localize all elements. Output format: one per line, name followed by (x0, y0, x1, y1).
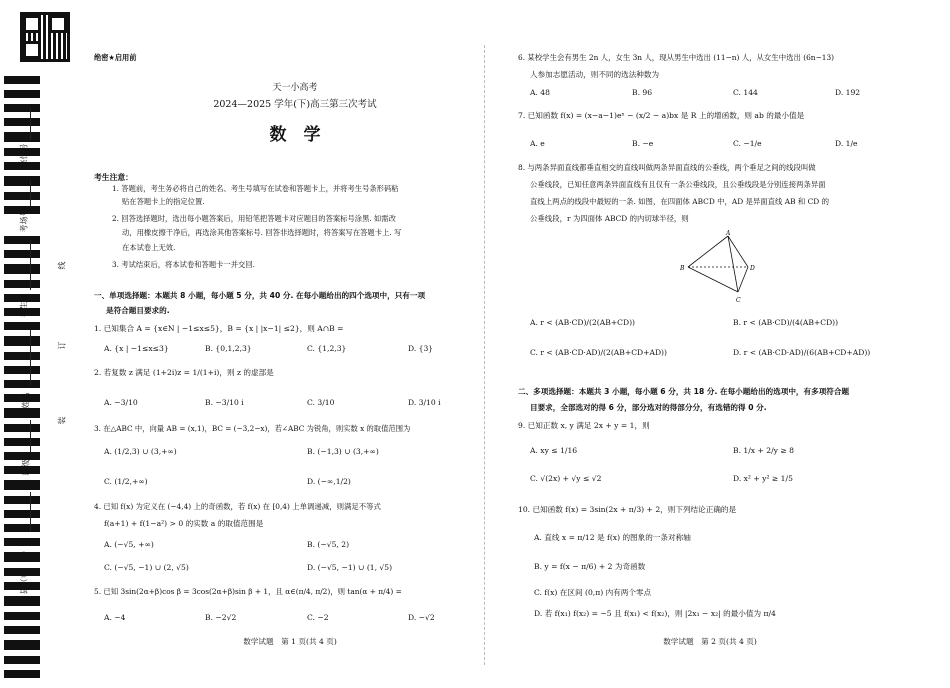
bind-bar (4, 366, 40, 374)
q9-opt: D. x² + y² ≥ 1/5 (733, 474, 793, 483)
bind-bar (4, 480, 40, 490)
footer-right: 数学试题 第 2 页(共 4 页) (663, 637, 757, 646)
tetrahedron-figure (672, 230, 762, 306)
q6-stem-cont: 人参加志愿活动，则不同的选法种数为 (530, 70, 660, 79)
q7-opt: A. e (530, 139, 545, 148)
q8-stem-cont: 公垂线段，已知任意两条异面直线有且仅有一条公垂线段，且公垂线段是分别连接两条异面 (530, 180, 826, 189)
q10-opt: A. 直线 x = π/12 是 f(x) 的图象的一条对称轴 (534, 533, 691, 542)
q8-opt: B. r < (AB·CD)/(4(AB+CD)) (733, 318, 839, 327)
bind-bar (4, 656, 40, 664)
q5-opt: C. −2 (307, 613, 329, 622)
q5-opt: D. −√2 (408, 613, 435, 622)
bind-bar (4, 424, 40, 432)
q3-opt: C. (1/2,+∞) (104, 477, 148, 486)
q1-opt: C. {1,2,3} (307, 344, 347, 353)
notice-item: 2. 回答选择题时，选出每小题答案后，用铅笔把答题卡对应题目的答案标号涂黑. 如需改 (112, 214, 396, 223)
vertex-label-d: D (750, 265, 755, 272)
q10-opt: D. 若 f(x₁) f(x₂) = −5 且 f(x₁) < f(x₂)，则 |2x₁ − x₂| 的最小值为 π/4 (534, 609, 776, 618)
vertex-label-b: B (680, 265, 685, 272)
notice-item: 动，用橡皮擦干净后，再选涂其他答案标号. 回答非选择题时，将答案写在答题卡上. 写 (122, 228, 402, 237)
q7-opt: D. 1/e (835, 139, 858, 148)
section1-heading: 一、单项选择题：本题共 8 小题，每小题 5 分，共 40 分. 在每小题给出的四个选项中，只有一项 (94, 291, 426, 300)
q8-opt: A. r < (AB·CD)/(2(AB+CD)) (530, 318, 635, 327)
bind-bar (4, 104, 40, 112)
bind-bar (4, 336, 40, 346)
bind-bar (4, 132, 40, 142)
footer-left: 数学试题 第 1 页(共 4 页) (243, 637, 337, 646)
q1-opt: D. {3} (408, 344, 434, 353)
q1-opt: B. {0,1,2,3} (205, 344, 252, 353)
vertex-label-a: A (726, 230, 731, 237)
notice-item: 贴在答题卡上的指定位置. (122, 197, 205, 206)
notice-item: 1. 答题前，考生务必将自己的姓名、考生号填写在试卷和答题卡上，并将考生号条形码粘 (112, 184, 399, 193)
section2-heading: 二、多项选择题：本题共 3 小题，每小题 6 分，共 18 分. 在每小题给出的选项中，有多项符合题 (518, 387, 850, 396)
bind-bar (4, 510, 40, 518)
q2-stem: 2. 若复数 z 满足 (1+2i)z = 1/(1+i)，则 z 的虚部是 (94, 368, 274, 377)
cut-mark-bind: 订 (57, 341, 67, 350)
q8-stem-cont: 直线上两点的线段中最短的一条. 如图，在四面体 ABCD 中，AD 是异面直线 AB 和 CD 的 (530, 197, 829, 206)
q8-opt: D. r < (AB·CD·AD)/(6(AB+CD+AD)) (733, 348, 871, 357)
q5-stem: 5. 已知 3sin(2α+β)cos β = 3cos(2α+β)sin β + 1，且 α∈(π/4, π/2)，则 tan(α + π/4) = (94, 587, 402, 596)
q2-opt: C. 3/10 (307, 398, 335, 407)
bind-bar (4, 322, 40, 330)
subject-title: 数 学 (269, 125, 321, 145)
notice-title: 考生注意： (94, 173, 133, 182)
q7-stem: 7. 已知函数 f(x) = (x−a−1)eˣ − (x/2 − a)bx 是 R 上的增函数，则 ab 的最小值是 (518, 111, 805, 120)
notice-item: 3. 考试结束后，将本试卷和答题卡一并交回. (112, 260, 255, 269)
field-class: 班级 (21, 459, 31, 476)
q4-stem-cont: f(a+1) + f(1−a²) > 0 的实数 a 的取值范围是 (104, 519, 264, 528)
bind-bar (4, 596, 40, 606)
bind-bar (4, 524, 40, 532)
q4-opt: B. (−√5, 2) (307, 540, 350, 549)
bind-bar (4, 438, 40, 446)
bind-bar (4, 352, 40, 360)
notice-item: 在本试卷上无效. (122, 243, 176, 252)
bind-bar (4, 250, 40, 258)
q6-stem: 6. 某校学生会有男生 2n 人，女生 3n 人，现从男生中选出 (11−n) 人，从女生中选出 (6n−13) (518, 53, 835, 62)
field-seat: 座位号 (19, 143, 29, 168)
field-county: 县（市、区） (19, 546, 29, 595)
q9-stem: 9. 已知正数 x, y 满足 2x + y = 1，则 (518, 421, 650, 430)
page-divider (484, 45, 485, 665)
exam-title: 2024—2025 学年(下)高三第三次考试 (213, 99, 377, 110)
q6-opt: A. 48 (530, 88, 550, 97)
q10-opt: C. f(x) 在区间 (0,π) 内有两个零点 (534, 588, 652, 597)
bind-bar (4, 118, 40, 126)
q5-opt: B. −2√2 (205, 613, 237, 622)
q7-opt: C. −1/e (733, 139, 762, 148)
q6-opt: B. 96 (632, 88, 653, 97)
cut-mark-pack: 装 (57, 416, 67, 425)
bind-bar (4, 76, 40, 84)
bind-bar (4, 236, 40, 244)
bind-bar (4, 280, 40, 288)
bind-bar (4, 264, 40, 274)
bind-bar (4, 380, 40, 388)
q10-opt: B. y = f(x − π/6) + 2 为奇函数 (534, 562, 646, 571)
section2-heading-cont: 目要求，全部选对的得 6 分，部分选对的得部分分，有选错的得 0 分. (530, 403, 767, 412)
q3-stem: 3. 在△ABC 中，向量 AB = (x,1)，BC = (−3,2−x)，若∠ABC 为锐角，则实数 x 的取值范围为 (94, 424, 411, 433)
cut-mark-line: 线 (57, 261, 67, 270)
q4-stem: 4. 已知 f(x) 为定义在 (−4,4) 上的奇函数，若 f(x) 在 [0,4) 上单调递减，则满足不等式 (94, 502, 381, 511)
q3-opt: A. (1/2,3) ∪ (3,+∞) (104, 447, 177, 456)
q8-stem: 8. 与两条异面直线都垂直相交的直线叫做两条异面直线的公垂线，两个垂足之间的线段叫做 (518, 163, 816, 172)
field-student-no: 考生号 (19, 293, 29, 318)
q8-opt: C. r < (AB·CD·AD)/(2(AB+CD+AD)) (530, 348, 667, 357)
q4-opt: D. (−√5, −1) ∪ (1, √5) (307, 563, 393, 572)
q4-opt: C. (−√5, −1) ∪ (2, √5) (104, 563, 189, 572)
q9-opt: A. xy ≤ 1/16 (530, 446, 578, 455)
q1-stem: 1. 已知集合 A = {x∈N | −1≤x≤5}，B = {x | |x−1| ≤2}，则 A∩B = (94, 324, 344, 333)
bind-bar (4, 670, 40, 678)
bind-bar (4, 90, 40, 98)
secret-label: 绝密★启用前 (94, 53, 137, 62)
q3-opt: D. (−∞,1/2) (307, 477, 351, 486)
q5-opt: A. −4 (104, 613, 126, 622)
bind-bar (4, 496, 40, 504)
bind-bar (4, 408, 40, 418)
q8-stem-cont: 公垂线段，r 为四面体 ABCD 的内切球半径，则 (530, 214, 689, 223)
q1-opt: A. {x | −1≤x≤3} (104, 344, 169, 353)
vertex-label-c: C (736, 297, 741, 304)
q2-opt: B. −3/10 i (205, 398, 244, 407)
q4-opt: A. (−√5, +∞) (104, 540, 154, 549)
binding-strip (0, 0, 92, 688)
q3-opt: B. (−1,3) ∪ (3,+∞) (307, 447, 379, 456)
bind-bar (4, 612, 40, 620)
q6-opt: C. 144 (733, 88, 758, 97)
q9-opt: B. 1/x + 2/y ≥ 8 (733, 446, 794, 455)
q2-opt: A. −3/10 (104, 398, 138, 407)
field-name: 姓名 (21, 392, 31, 409)
bind-bar (4, 192, 40, 200)
q7-opt: B. −e (632, 139, 654, 148)
q2-opt: D. 3/10 i (408, 398, 441, 407)
q9-opt: C. √(2x) + √y ≤ √2 (530, 474, 602, 483)
bind-bar (4, 640, 40, 650)
bind-bar (4, 626, 40, 634)
q10-stem: 10. 已知函数 f(x) = 3sin(2x + π/3) + 2，则下列结论正确的是 (518, 505, 737, 514)
field-room: 考场号 (19, 208, 29, 233)
section1-heading-cont: 是符合题目要求的. (106, 306, 170, 315)
bind-bar (4, 176, 40, 186)
qr-code (20, 12, 70, 62)
bind-bar (4, 538, 40, 546)
org-title: 天一小高考 (272, 83, 318, 93)
q6-opt: D. 192 (835, 88, 861, 97)
